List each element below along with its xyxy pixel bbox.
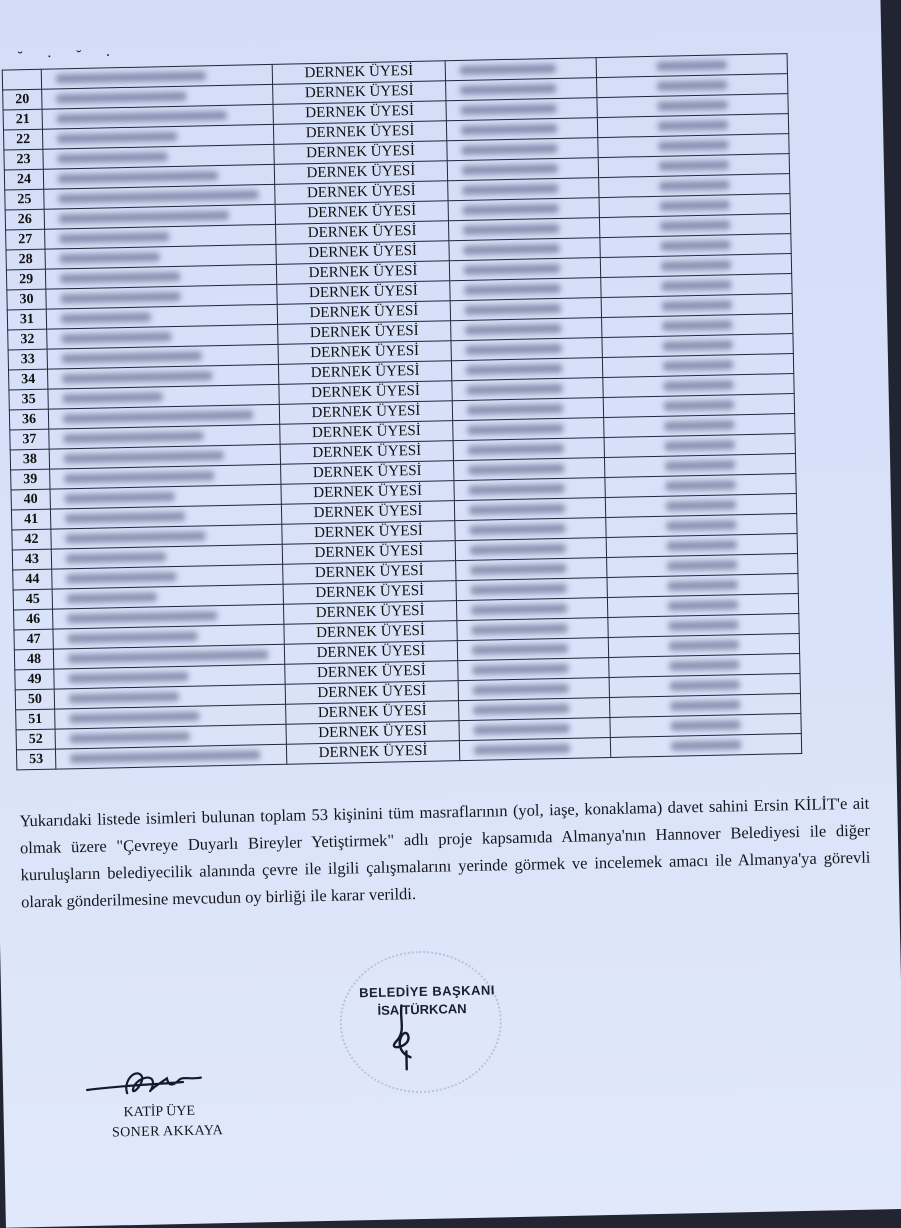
member-role: DERNEK ÜYESİ	[286, 701, 459, 725]
row-number: 28	[6, 249, 45, 270]
member-role: DERNEK ÜYESİ	[284, 641, 457, 665]
clerk-name: SONER AKKAYA	[111, 1123, 224, 1141]
member-role: DERNEK ÜYESİ	[276, 241, 449, 265]
member-role: DERNEK ÜYESİ	[277, 281, 450, 305]
member-role: DERNEK ÜYESİ	[285, 681, 458, 705]
row-number: 20	[3, 89, 42, 110]
row-number: 49	[15, 669, 54, 690]
member-role: DERNEK ÜYESİ	[279, 381, 452, 405]
row-number: 30	[7, 289, 46, 310]
member-role: DERNEK ÜYESİ	[273, 101, 446, 125]
member-role: DERNEK ÜYESİ	[281, 481, 454, 505]
row-number: 44	[13, 569, 52, 590]
clerk-signature	[82, 1057, 213, 1106]
member-role: DERNEK ÜYESİ	[286, 741, 459, 765]
row-number: 47	[14, 629, 53, 650]
member-table	[2, 53, 803, 770]
row-number	[2, 69, 41, 90]
row-number: 22	[3, 129, 42, 150]
member-role: DERNEK ÜYESİ	[275, 181, 448, 205]
row-number: 31	[7, 309, 46, 330]
member-role: DERNEK ÜYESİ	[274, 141, 447, 165]
row-number: 45	[13, 589, 52, 610]
mayor-signature	[371, 1001, 432, 1072]
row-number: 32	[8, 329, 47, 350]
row-number: 38	[10, 449, 49, 470]
row-number: 27	[6, 229, 45, 250]
member-role: DERNEK ÜYESİ	[273, 81, 446, 105]
member-role: DERNEK ÜYESİ	[280, 421, 453, 445]
row-number: 33	[8, 349, 47, 370]
member-role: DERNEK ÜYESİ	[283, 581, 456, 605]
member-role: DERNEK ÜYESİ	[276, 261, 449, 285]
member-role: DERNEK ÜYESİ	[272, 61, 445, 85]
member-role: DERNEK ÜYESİ	[280, 441, 453, 465]
redacted-name-cell	[55, 744, 286, 769]
clerk-title: KATİP ÜYE	[123, 1103, 196, 1121]
redacted-date-cell	[610, 733, 801, 757]
member-role: DERNEK ÜYESİ	[283, 561, 456, 585]
row-number: 26	[5, 209, 44, 230]
member-role: DERNEK ÜYESİ	[285, 661, 458, 685]
row-number: 35	[9, 389, 48, 410]
member-role: DERNEK ÜYESİ	[278, 341, 451, 365]
member-role: DERNEK ÜYESİ	[283, 601, 456, 625]
member-role: DERNEK ÜYESİ	[284, 621, 457, 645]
row-number: 48	[14, 649, 53, 670]
row-number: 37	[10, 429, 49, 450]
member-role: DERNEK ÜYESİ	[276, 221, 449, 245]
row-number: 53	[16, 749, 55, 770]
row-number: 42	[12, 529, 51, 550]
member-role: DERNEK ÜYESİ	[278, 361, 451, 385]
member-role: DERNEK ÜYESİ	[281, 461, 454, 485]
row-number: 34	[9, 369, 48, 390]
member-role: DERNEK ÜYESİ	[282, 521, 455, 545]
member-role: DERNEK ÜYESİ	[281, 501, 454, 525]
member-role: DERNEK ÜYESİ	[273, 121, 446, 145]
row-number: 29	[6, 269, 45, 290]
member-role: DERNEK ÜYESİ	[275, 201, 448, 225]
row-number: 39	[11, 469, 50, 490]
row-number: 25	[5, 189, 44, 210]
row-number: 46	[14, 609, 53, 630]
row-number: 41	[11, 509, 50, 530]
row-number: 36	[9, 409, 48, 430]
member-role: DERNEK ÜYESİ	[279, 401, 452, 425]
member-role: DERNEK ÜYESİ	[274, 161, 447, 185]
row-number: 24	[4, 169, 43, 190]
mayor-title: BELEDİYE BAŞKANI	[358, 982, 496, 1001]
top-marks: ˘ · ˘ ·	[17, 47, 121, 67]
member-role: DERNEK ÜYESİ	[286, 721, 459, 745]
row-number: 50	[15, 689, 54, 710]
member-role: DERNEK ÜYESİ	[277, 301, 450, 325]
redacted-id-cell	[459, 737, 610, 760]
row-number: 23	[4, 149, 43, 170]
row-number: 52	[16, 729, 55, 750]
member-role: DERNEK ÜYESİ	[278, 321, 451, 345]
decision-paragraph: Yukarıdaki listede isimleri bulunan toplam 53 kişinini tüm masraflarının (yol, iaşe, konaklama) davet sahini Ersin KİLİT'e ait olmak üzere "Çevreye Duyarlı Bireyler Yetiştirmek" adlı proje kapsamıda Almanya'nın Hannover Belediyesi ile diğer kuruluşların belediyecilik alanında çevre ile ilgili çalışmalarını yerinde görmek ve incelemek amacı ile Almanya'ya görevli olarak gönderilmesine mevcudun oy birliği ile karar verildi.	[19, 793, 871, 912]
row-number: 51	[16, 709, 55, 730]
row-number: 21	[3, 109, 42, 130]
row-number: 43	[12, 549, 51, 570]
mayor-name: İSA TÜRKCAN	[377, 1001, 467, 1018]
member-role: DERNEK ÜYESİ	[282, 541, 455, 565]
row-number: 40	[11, 489, 50, 510]
